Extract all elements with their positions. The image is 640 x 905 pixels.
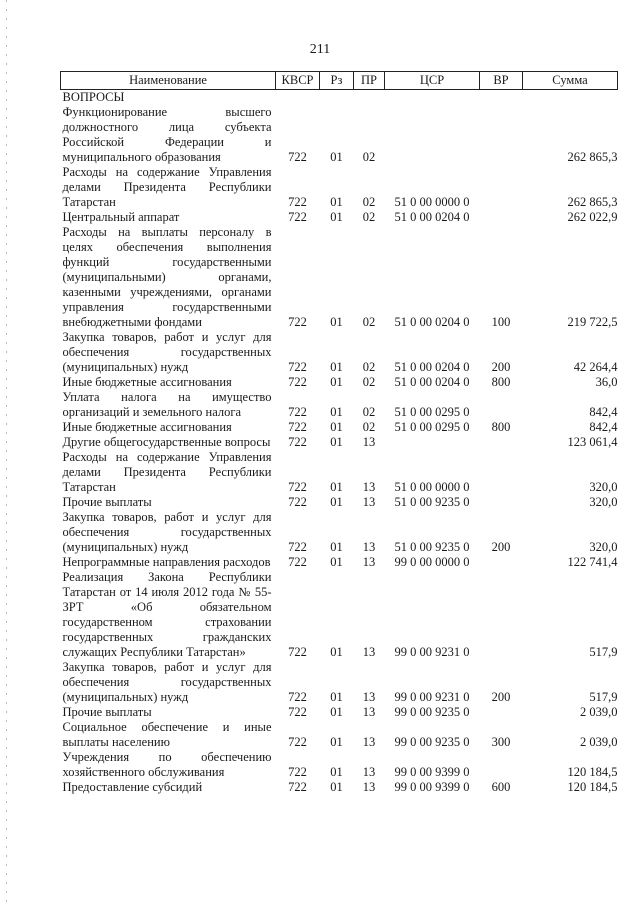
cell-name: Расходы на содержание Управления делами Президента Республики Татарстан	[62, 165, 272, 209]
cell-name: Расходы на выплаты персоналу в целях обеспечения выполнения функций государственными (муниципальными) органами, казенными учреждениями, органами управления государственными внебюджетными фондами	[62, 225, 272, 329]
cell-sum: 517,9	[589, 690, 618, 704]
cell-sum: 262 022,9	[567, 210, 618, 224]
cell-pr: 13	[362, 780, 376, 794]
cell-pr: 13	[362, 690, 376, 704]
cell-rz: 01	[330, 540, 343, 554]
cell-vr: 600	[491, 780, 511, 794]
cell-csr: 51 0 00 9235 0	[394, 495, 470, 509]
cell-vr: 800	[491, 420, 511, 434]
cell-vr	[480, 435, 523, 450]
cell-pr: 02	[362, 405, 376, 419]
cell-name: Учреждения по обеспечению хозяйственного обслуживания	[62, 750, 272, 779]
cell-vr	[480, 450, 523, 495]
cell-csr: 51 0 00 0295 0	[394, 405, 470, 419]
table-row	[61, 105, 618, 165]
column-header-rz: Рз	[320, 72, 354, 90]
cell-vr: 200	[491, 360, 511, 374]
cell-pr: 13	[362, 645, 376, 659]
cell-name: Прочие выплаты	[62, 495, 152, 509]
cell-sum: 123 061,4	[567, 435, 618, 449]
cell-csr: 51 0 00 0204 0	[394, 375, 470, 389]
cell-csr: 51 0 00 0204 0	[394, 315, 470, 329]
cell-pr: 13	[362, 555, 376, 569]
table-row	[61, 570, 618, 660]
cell-kvsr: 722	[288, 540, 307, 554]
cell-kvsr	[276, 90, 320, 106]
cell-sum: 842,4	[589, 420, 618, 434]
cell-csr: 51 0 00 0000 0	[394, 195, 470, 209]
table-row	[61, 720, 618, 750]
cell-csr: 51 0 00 0204 0	[394, 360, 470, 374]
cell-pr: 02	[362, 420, 376, 434]
cell-name: Реализация Закона Республики Татарстан от 14 июля 2012 года № 55-ЗРТ «Об обязательном государственном страховании государственных гражданских служащих Республики Татарстан»	[62, 570, 272, 659]
cell-rz: 01	[330, 735, 343, 749]
cell-kvsr: 722	[288, 705, 307, 719]
cell-rz: 01	[330, 210, 343, 224]
cell-pr: 02	[362, 195, 376, 209]
cell-kvsr: 722	[288, 555, 307, 569]
column-header-csr: ЦСР	[385, 72, 480, 90]
page-number: 211	[309, 42, 331, 57]
table-row	[61, 210, 618, 225]
cell-kvsr: 722	[288, 435, 307, 449]
cell-name: Уплата налога на имущество организаций и земельного налога	[62, 390, 272, 419]
cell-rz	[320, 90, 354, 106]
cell-pr: 13	[362, 480, 376, 494]
cell-sum: 262 865,3	[567, 195, 618, 209]
cell-rz: 01	[330, 195, 343, 209]
table-row	[61, 705, 618, 720]
cell-sum: 2 039,0	[580, 705, 618, 719]
cell-vr: 800	[491, 375, 511, 389]
cell-pr: 02	[362, 150, 376, 164]
cell-kvsr: 722	[288, 735, 307, 749]
cell-vr	[480, 165, 523, 210]
cell-pr: 13	[362, 765, 376, 779]
cell-rz: 01	[330, 375, 343, 389]
cell-csr: 99 0 00 9399 0	[394, 765, 470, 779]
column-header-sum: Сумма	[523, 72, 618, 90]
cell-rz: 01	[330, 495, 343, 509]
cell-csr: 99 0 00 9231 0	[394, 690, 470, 704]
cell-pr: 13	[362, 495, 376, 509]
cell-vr	[480, 750, 523, 780]
table-row	[61, 750, 618, 780]
table-row	[61, 660, 618, 705]
cell-sum: 2 039,0	[580, 735, 618, 749]
cell-csr: 99 0 00 9235 0	[394, 705, 470, 719]
cell-vr: 200	[491, 690, 511, 704]
cell-sum: 842,4	[589, 405, 618, 419]
table-row	[61, 330, 618, 375]
cell-rz: 01	[330, 780, 343, 794]
table-row	[61, 495, 618, 510]
cell-kvsr: 722	[288, 405, 307, 419]
cell-sum: 262 865,3	[567, 150, 618, 164]
cell-sum: 320,0	[589, 495, 618, 509]
cell-name: Другие общегосударственные вопросы	[62, 435, 271, 449]
table-row	[61, 510, 618, 555]
cell-csr: 99 0 00 0000 0	[394, 555, 470, 569]
cell-rz: 01	[330, 690, 343, 704]
cell-kvsr: 722	[288, 495, 307, 509]
cell-kvsr: 722	[288, 150, 307, 164]
cell-sum: 120 184,5	[567, 780, 618, 794]
cell-sum: 219 722,5	[567, 315, 618, 329]
cell-kvsr: 722	[288, 315, 307, 329]
cell-pr	[354, 90, 385, 106]
cell-csr	[385, 90, 480, 106]
table-row	[61, 90, 618, 106]
cell-name: Центральный аппарат	[62, 210, 180, 224]
cell-name: Предоставление субсидий	[62, 780, 203, 794]
cell-sum: 320,0	[589, 540, 618, 554]
column-header-name: Наименование	[61, 72, 276, 90]
table-row	[61, 165, 618, 210]
cell-name: Функционирование высшего должностного лица субъекта Российской Федерации и муниципального образования	[62, 105, 272, 164]
cell-kvsr: 722	[288, 210, 307, 224]
cell-pr: 13	[362, 705, 376, 719]
table-row	[61, 555, 618, 570]
cell-vr	[480, 105, 523, 165]
cell-pr: 02	[362, 375, 376, 389]
cell-vr	[480, 210, 523, 225]
cell-kvsr: 722	[288, 195, 307, 209]
table-row	[61, 375, 618, 390]
cell-sum: 120 184,5	[567, 765, 618, 779]
cell-csr: 51 0 00 9235 0	[394, 540, 470, 554]
table-body	[61, 90, 618, 796]
cell-kvsr: 722	[288, 690, 307, 704]
cell-sum: 42 264,4	[573, 360, 618, 374]
cell-pr: 13	[362, 540, 376, 554]
cell-vr	[480, 495, 523, 510]
cell-vr: 100	[491, 315, 511, 329]
budget-table	[60, 71, 618, 795]
cell-name: Расходы на содержание Управления делами Президента Республики Татарстан	[62, 450, 272, 494]
cell-sum	[523, 90, 618, 106]
cell-kvsr: 722	[288, 375, 307, 389]
cell-kvsr: 722	[288, 780, 307, 794]
cell-rz: 01	[330, 705, 343, 719]
cell-kvsr: 722	[288, 480, 307, 494]
cell-sum: 36,0	[595, 375, 618, 389]
table-row	[61, 450, 618, 495]
table-row	[61, 420, 618, 435]
binder-margin-dots	[6, 0, 7, 905]
cell-kvsr: 722	[288, 765, 307, 779]
cell-kvsr: 722	[288, 645, 307, 659]
cell-name: Иные бюджетные ассигнования	[62, 420, 232, 434]
cell-name: Закупка товаров, работ и услуг для обеспечения государственных (муниципальных) нужд	[62, 510, 272, 554]
cell-csr: 99 0 00 9231 0	[394, 645, 470, 659]
cell-name: Иные бюджетные ассигнования	[62, 375, 232, 389]
cell-sum: 122 741,4	[567, 555, 618, 569]
cell-name: Прочие выплаты	[62, 705, 152, 719]
cell-kvsr: 722	[288, 420, 307, 434]
cell-rz: 01	[330, 555, 343, 569]
cell-pr: 13	[362, 735, 376, 749]
cell-vr: 300	[491, 735, 511, 749]
cell-sum: 320,0	[589, 480, 618, 494]
cell-rz: 01	[330, 420, 343, 434]
cell-vr	[480, 705, 523, 720]
cell-csr: 51 0 00 0295 0	[394, 420, 470, 434]
cell-name: Социальное обеспечение и иные выплаты населению	[62, 720, 272, 749]
cell-rz: 01	[330, 480, 343, 494]
cell-pr: 02	[362, 360, 376, 374]
cell-rz: 01	[330, 315, 343, 329]
cell-csr	[385, 105, 480, 165]
cell-rz: 01	[330, 765, 343, 779]
cell-vr: 200	[491, 540, 511, 554]
cell-vr	[480, 90, 523, 106]
cell-kvsr: 722	[288, 360, 307, 374]
cell-rz: 01	[330, 435, 343, 449]
cell-rz: 01	[330, 405, 343, 419]
table-row	[61, 225, 618, 330]
table-row	[61, 780, 618, 795]
column-header-vr: ВР	[480, 72, 523, 90]
cell-rz: 01	[330, 645, 343, 659]
cell-vr	[480, 570, 523, 660]
cell-rz: 01	[330, 360, 343, 374]
table-row	[61, 435, 618, 450]
cell-sum: 517,9	[589, 645, 618, 659]
cell-name: ВОПРОСЫ	[62, 90, 125, 104]
cell-pr: 02	[362, 210, 376, 224]
table-header-row	[61, 72, 618, 90]
cell-rz: 01	[330, 150, 343, 164]
table-row	[61, 390, 618, 420]
cell-csr: 99 0 00 9399 0	[394, 780, 470, 794]
cell-vr	[480, 555, 523, 570]
cell-csr: 51 0 00 0000 0	[394, 480, 470, 494]
cell-csr	[385, 435, 480, 450]
cell-name: Закупка товаров, работ и услуг для обеспечения государственных (муниципальных) нужд	[62, 660, 272, 704]
column-header-kvsr: КВСР	[276, 72, 320, 90]
cell-name: Непрограммные направления расходов	[62, 555, 271, 569]
cell-pr: 13	[362, 435, 376, 449]
cell-pr: 02	[362, 315, 376, 329]
cell-csr: 51 0 00 0204 0	[394, 210, 470, 224]
cell-vr	[480, 390, 523, 420]
cell-csr: 99 0 00 9235 0	[394, 735, 470, 749]
cell-name: Закупка товаров, работ и услуг для обеспечения государственных (муниципальных) нужд	[62, 330, 272, 374]
column-header-pr: ПР	[354, 72, 385, 90]
